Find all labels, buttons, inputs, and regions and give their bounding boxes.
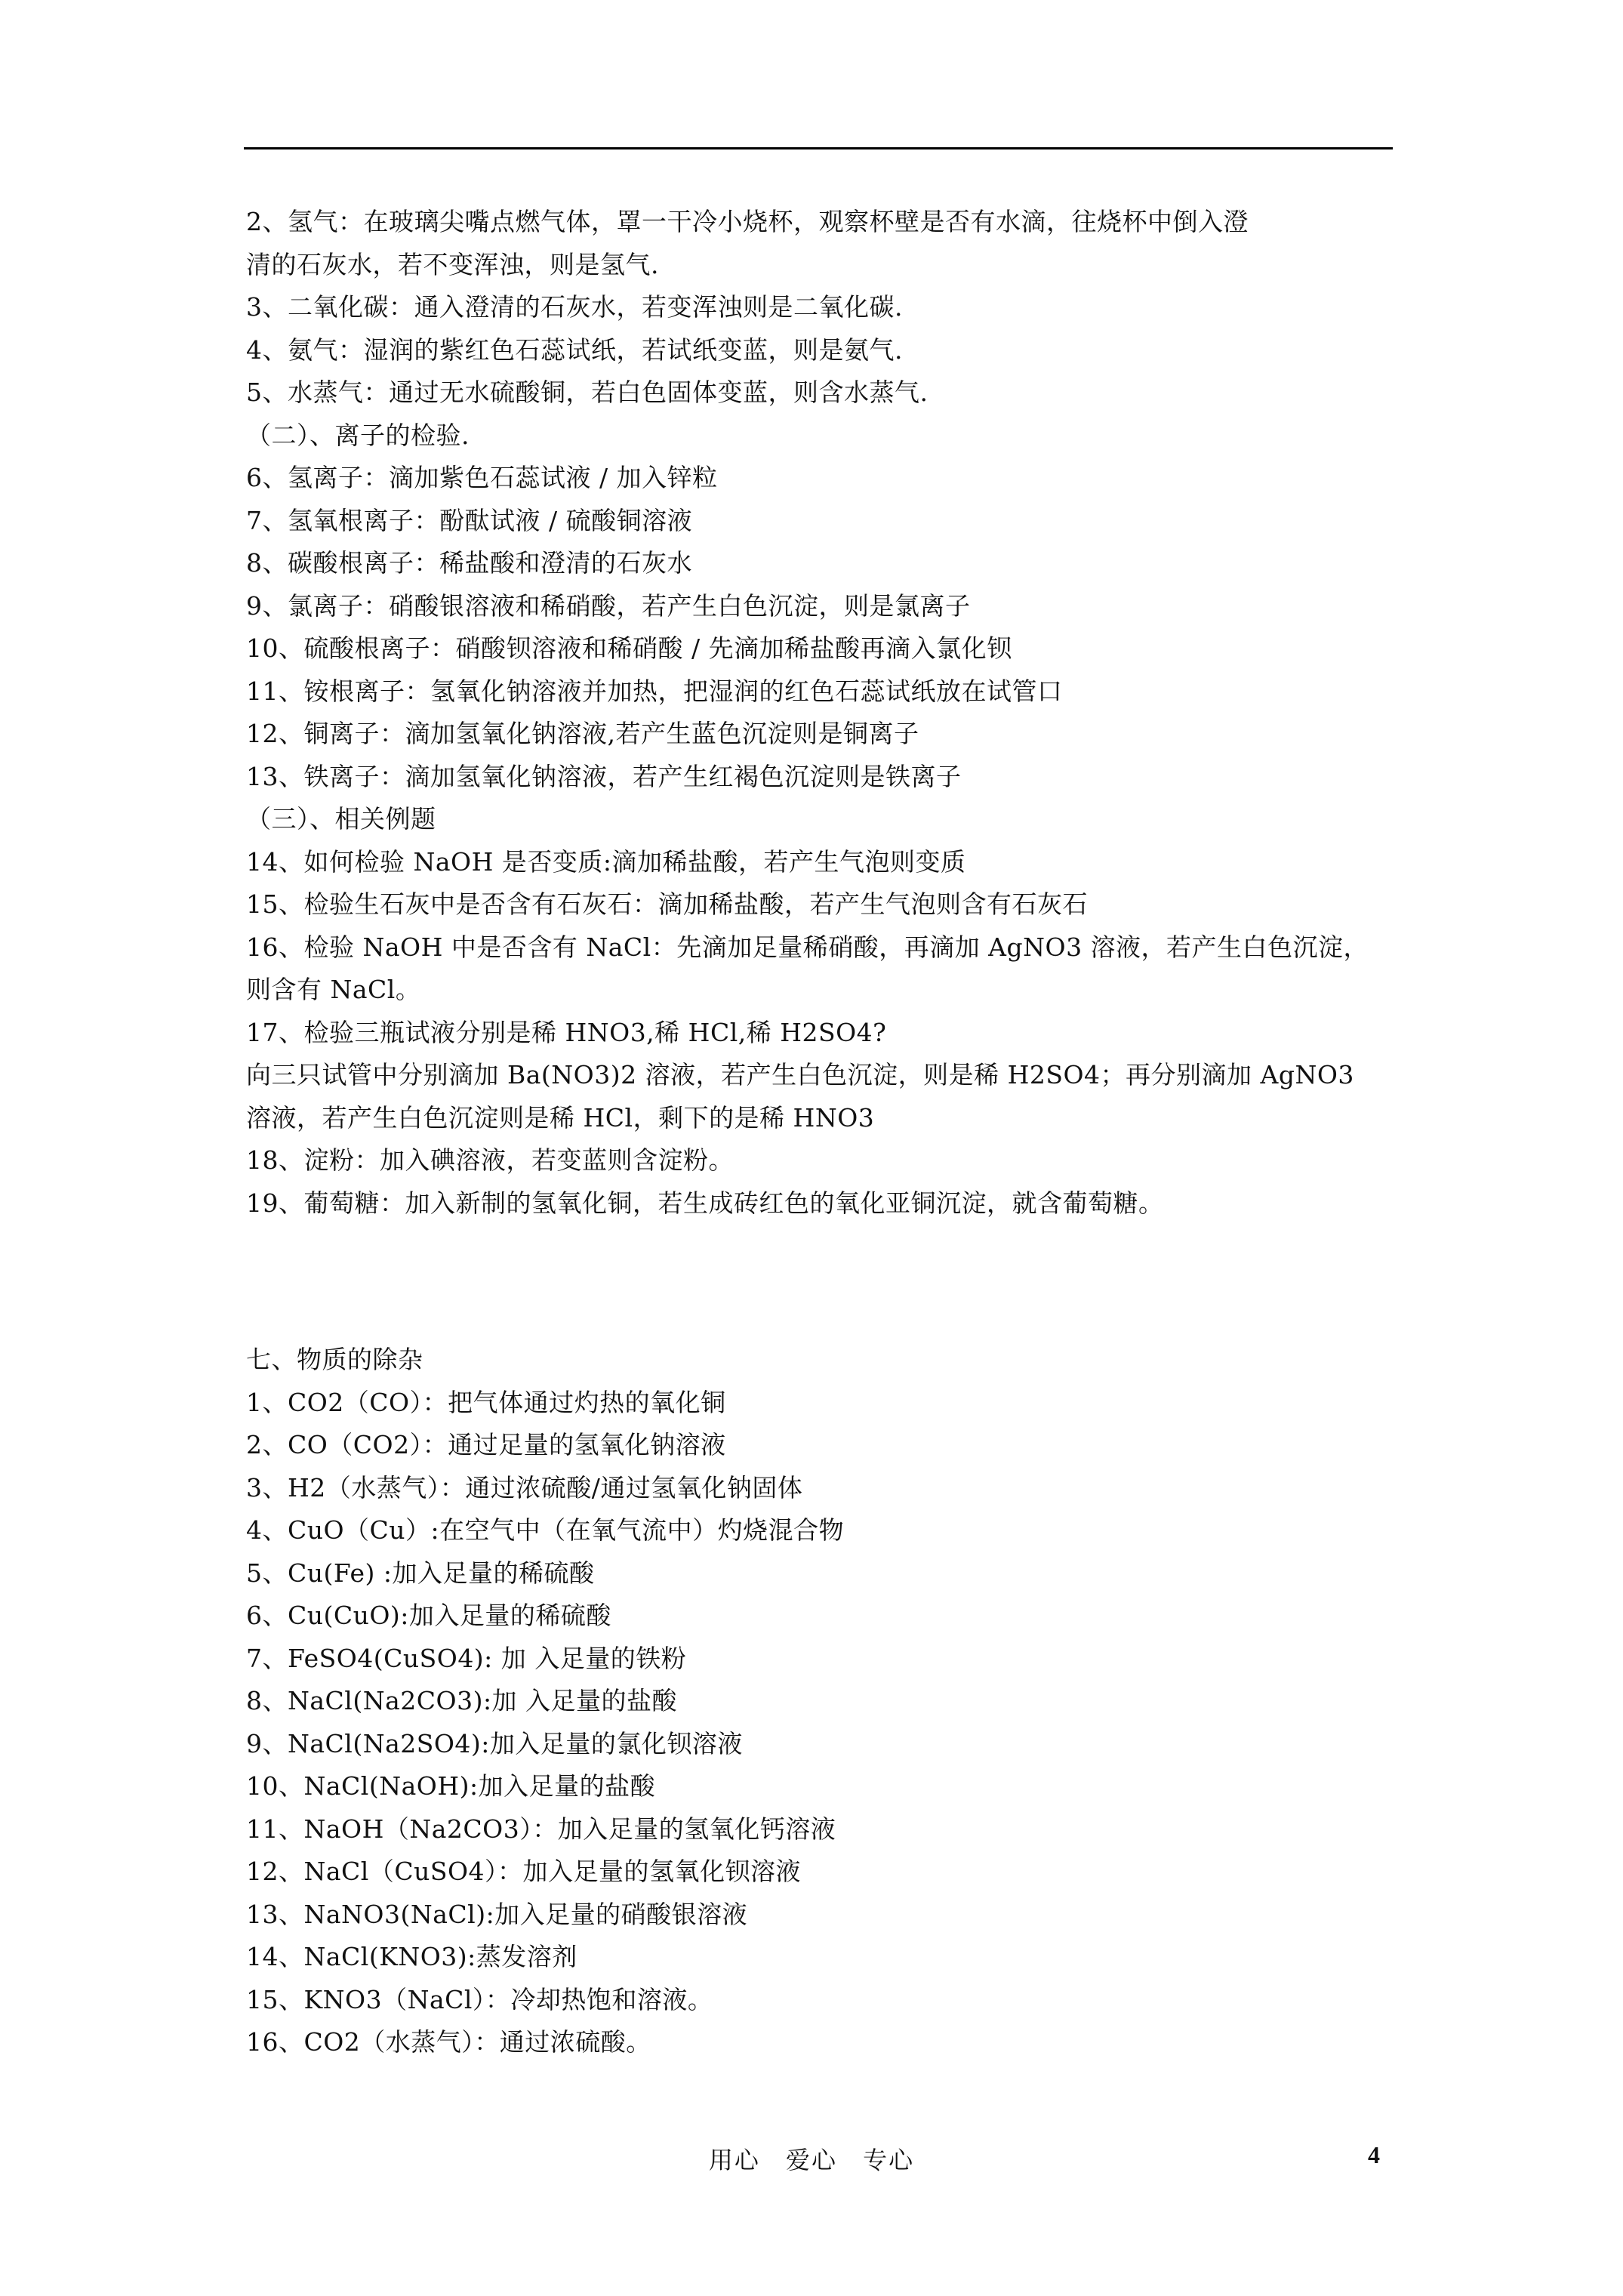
page-number: 4 — [1368, 2141, 1380, 2168]
text-line: 3、二氧化碳：通入澄清的石灰水，若变浑浊则是二氧化碳. — [246, 292, 903, 322]
text-line: 溶液，若产生白色沉淀则是稀 HCl，剩下的是稀 HNO3 — [246, 1102, 875, 1133]
text-line: 7、氢氧根离子：酚酞试液 / 硫酸铜溶液 — [246, 505, 693, 535]
text-line: 11、铵根离子：氢氧化钠溶液并加热，把湿润的红色石蕊试纸放在试管口 — [246, 676, 1063, 706]
text-line: 12、NaCl（CuSO4）：加入足量的氢氧化钡溶液 — [246, 1857, 802, 1886]
text-line: 9、氯离子：硝酸银溶液和稀硝酸，若产生白色沉淀，则是氯离子 — [246, 590, 971, 621]
footer-motto: 用心 爱心 专心 — [708, 2146, 915, 2174]
section-purification — [246, 1339, 1401, 2064]
text-line: 4、氨气：湿润的紫红色石蕊试纸，若试纸变蓝，则是氨气. — [246, 334, 903, 365]
text-line: 16、CO2（水蒸气）：通过浓硫酸。 — [246, 2027, 651, 2057]
text-line: 16、检验 NaOH 中是否含有 NaCl：先滴加足量稀硝酸，再滴加 AgNO3 溶液，若产生白色沉淀， — [246, 932, 1369, 962]
text-line: 10、NaCl(NaOH):加入足量的盐酸 — [246, 1771, 656, 1801]
text-line: 18、淀粉：加入碘溶液，若变蓝则含淀粉。 — [246, 1145, 734, 1175]
text-line: 2、氢气：在玻璃尖嘴点燃气体，罩一干冷小烧杯，观察杯壁是否有水滴，往烧杯中倒入澄 — [246, 207, 1249, 236]
section-tests — [246, 201, 1401, 1225]
text-line: 2、CO（CO2）：通过足量的氢氧化钠溶液 — [246, 1430, 726, 1459]
text-line: 6、Cu(CuO):加入足量的稀硫酸 — [246, 1601, 611, 1630]
text-line: 3、H2（水蒸气）：通过浓硫酸/通过氢氧化钠固体 — [246, 1472, 803, 1502]
text-line: 9、NaCl(Na2SO4):加入足量的氯化钡溶液 — [246, 1728, 743, 1758]
text-line: 5、Cu(Fe) :加入足量的稀硫酸 — [246, 1558, 595, 1588]
section-spacer — [246, 1225, 1401, 1339]
text-line: 6、氢离子：滴加紫色石蕊试液 / 加入锌粒 — [246, 463, 718, 492]
text-line: 19、葡萄糖：加入新制的氢氧化铜，若生成砖红色的氧化亚铜沉淀，就含葡萄糖。 — [246, 1188, 1164, 1218]
text-line: 10、硫酸根离子：硝酸钡溶液和稀硝酸 / 先滴加稀盐酸再滴入氯化钡 — [246, 633, 1012, 663]
text-line: 7、FeSO4(CuSO4): 加 入足量的铁粉 — [246, 1643, 687, 1673]
text-line: 5、水蒸气：通过无水硫酸铜，若白色固体变蓝，则含水蒸气. — [246, 378, 929, 407]
text-line: 15、KNO3（NaCl）：冷却热饱和溶液。 — [246, 1984, 713, 2014]
text-line: 8、NaCl(Na2CO3):加 入足量的盐酸 — [246, 1686, 678, 1715]
text-line: 15、检验生石灰中是否含有石灰石：滴加稀盐酸，若产生气泡则含有石灰石 — [246, 889, 1088, 919]
section-heading: （三）、相关例题 — [246, 804, 436, 834]
text-line: 11、NaOH（Na2CO3）：加入足量的氢氧化钙溶液 — [246, 1814, 836, 1844]
document-body — [246, 201, 1401, 2064]
text-line: 向三只试管中分别滴加 Ba(NO3)2 溶液，若产生白色沉淀，则是稀 H2SO4；再分别滴加 AgNO3 — [246, 1060, 1354, 1089]
text-line: 清的石灰水，若不变浑浊，则是氢气. — [246, 249, 659, 279]
text-line: 则含有 NaCl。 — [246, 975, 421, 1004]
text-line: 14、NaCl(KNO3):蒸发溶剂 — [246, 1942, 577, 1971]
text-line: 12、铜离子：滴加氢氧化钠溶液,若产生蓝色沉淀则是铜离子 — [246, 719, 919, 748]
text-line: 13、NaNO3(NaCl):加入足量的硝酸银溶液 — [246, 1899, 748, 1929]
text-line: 17、检验三瓶试液分别是稀 HNO3,稀 HCl,稀 H2SO4? — [246, 1017, 887, 1047]
header-rule — [244, 147, 1393, 149]
text-line: 14、如何检验 NaOH 是否变质:滴加稀盐酸，若产生气泡则变质 — [246, 846, 966, 877]
text-line: 8、碳酸根离子：稀盐酸和澄清的石灰水 — [246, 548, 692, 578]
text-line: 13、铁离子：滴加氢氧化钠溶液，若产生红褐色沉淀则是铁离子 — [246, 761, 962, 791]
section-heading: （二）、离子的检验. — [246, 420, 470, 450]
text-line: 4、CuO（Cu）:在空气中（在氧气流中）灼烧混合物 — [246, 1515, 845, 1545]
text-line: 1、CO2（CO）：把气体通过灼热的氧化铜 — [246, 1387, 726, 1417]
section-heading: 七、物质的除杂 — [246, 1345, 423, 1374]
